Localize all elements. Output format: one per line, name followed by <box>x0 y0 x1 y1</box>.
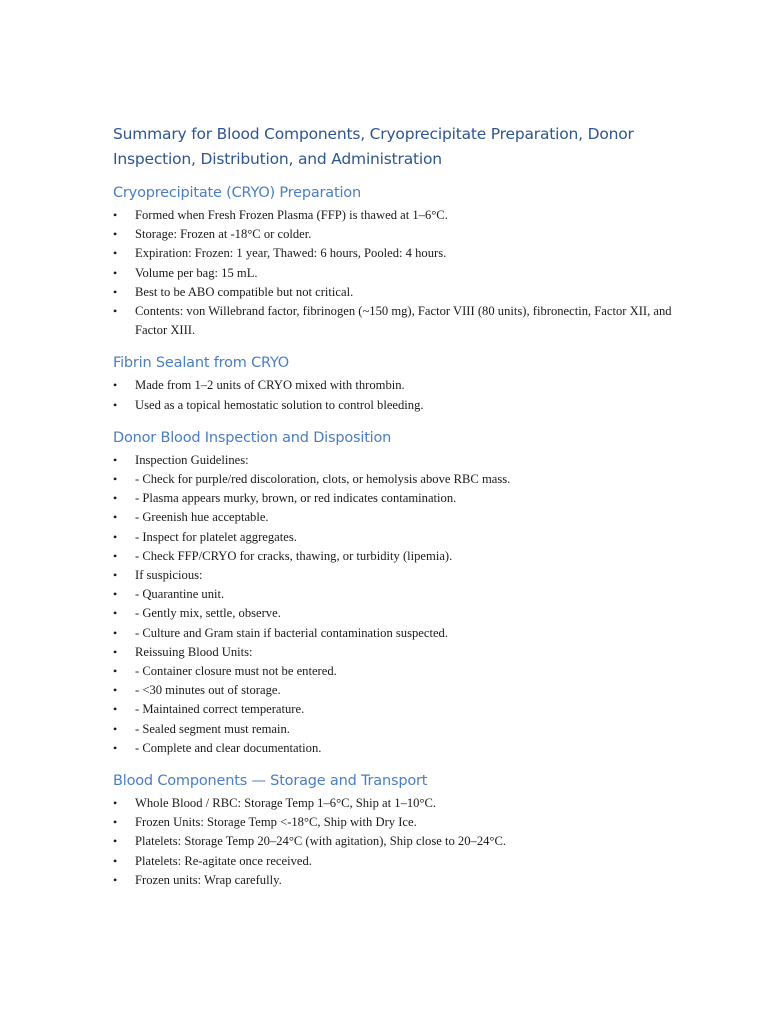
list-item-text: - Greenish hue acceptable. <box>135 510 269 525</box>
list-item <box>113 451 673 470</box>
bullet-icon: • <box>113 644 118 659</box>
section-heading: Donor Blood Inspection and Disposition <box>113 429 392 446</box>
list-item <box>113 264 673 283</box>
list-item-text: - Sealed segment must remain. <box>135 721 290 736</box>
section-heading: Cryoprecipitate (CRYO) Preparation <box>113 185 361 201</box>
list-item-text: - Check FFP/CRYO for cracks, thawing, or turbidity (lipemia). <box>135 548 453 563</box>
list-item <box>113 528 673 547</box>
list-item-text: - Plasma appears murky, brown, or red indicates contamination. <box>135 491 457 506</box>
list-item-text: Expiration: Frozen: 1 year, Thawed: 6 hours, Pooled: 4 hours. <box>135 246 447 261</box>
list-item-text: - <30 minutes out of storage. <box>135 683 281 698</box>
list-item <box>113 396 673 415</box>
section-cryo-preparation <box>113 182 673 340</box>
bullet-icon: • <box>113 246 118 261</box>
list-item <box>113 871 673 890</box>
list-item <box>113 720 673 739</box>
list-item <box>113 624 673 643</box>
list-item-text: - Culture and Gram stain if bacterial contamination suspected. <box>135 625 448 640</box>
list-item <box>113 244 673 263</box>
bullet-icon: • <box>113 625 118 640</box>
bullet-list <box>113 451 673 758</box>
list-item-text: - Container closure must not be entered. <box>135 664 337 679</box>
list-item-text: - Gently mix, settle, observe. <box>135 606 281 621</box>
section-heading: Fibrin Sealant from CRYO <box>113 355 290 372</box>
list-item-text: Platelets: Storage Temp 20–24°C (with agitation), Ship close to 20–24°C. <box>135 834 506 849</box>
list-item-text: - Check for purple/red discoloration, clots, or hemolysis above RBC mass. <box>135 472 511 487</box>
list-item-text: - Complete and clear documentation. <box>135 740 322 755</box>
list-item-text: - Inspect for platelet aggregates. <box>135 529 297 544</box>
bullet-icon: • <box>113 606 118 621</box>
bullet-icon: • <box>113 587 118 602</box>
bullet-icon: • <box>113 853 118 868</box>
bullet-list <box>113 206 673 340</box>
list-item-text: - Quarantine unit. <box>135 587 225 602</box>
list-item-text: Inspection Guidelines: <box>135 452 249 467</box>
list-item <box>113 700 673 719</box>
list-item-text: Used as a topical hemostatic solution to control bleeding. <box>135 397 424 412</box>
section-storage-transport <box>113 770 673 890</box>
list-item-text: Frozen units: Wrap carefully. <box>135 872 282 887</box>
list-item-text: Volume per bag: 15 mL. <box>135 265 258 280</box>
list-item <box>113 376 673 395</box>
bullet-icon: • <box>113 796 118 811</box>
bullet-icon: • <box>113 529 118 544</box>
bullet-icon: • <box>113 227 118 242</box>
list-item <box>113 643 673 662</box>
section-donor-inspection <box>113 427 673 758</box>
bullet-icon: • <box>113 472 118 487</box>
list-item <box>113 489 673 508</box>
list-item-text: Frozen Units: Storage Temp <-18°C, Ship with Dry Ice. <box>135 815 417 830</box>
list-item-text: If suspicious: <box>135 568 203 583</box>
bullet-icon: • <box>113 548 118 563</box>
list-item <box>113 813 673 832</box>
bullet-list <box>113 794 673 890</box>
list-item <box>113 604 673 623</box>
bullet-icon: • <box>113 265 118 280</box>
bullet-icon: • <box>113 568 118 583</box>
bullet-icon: • <box>113 304 118 319</box>
list-item-text: Whole Blood / RBC: Storage Temp 1–6°C, Ship at 1–10°C. <box>135 796 437 811</box>
list-item-text: Contents: von Willebrand factor, fibrinogen (~150 mg), Factor VIII (80 units), fibronectin, Factor XII, and Factor XIII. <box>135 304 672 338</box>
list-item <box>113 508 673 527</box>
document-title: Summary for Blood Components, Cryoprecipitate Preparation, Donor Inspection, Distribution, and Administration <box>113 125 634 168</box>
list-item-text: Best to be ABO compatible but not critical. <box>135 284 354 299</box>
bullet-icon: • <box>113 664 118 679</box>
bullet-icon: • <box>113 452 118 467</box>
bullet-icon: • <box>113 284 118 299</box>
list-item-text: - Maintained correct temperature. <box>135 702 305 717</box>
list-item-text: Reissuing Blood Units: <box>135 644 253 659</box>
list-item <box>113 662 673 681</box>
list-item <box>113 681 673 700</box>
list-item <box>113 585 673 604</box>
list-item <box>113 832 673 851</box>
section-fibrin-sealant <box>113 352 673 414</box>
bullet-icon: • <box>113 834 118 849</box>
list-item <box>113 302 673 340</box>
list-item-text: Platelets: Re-agitate once received. <box>135 853 312 868</box>
bullet-icon: • <box>113 208 118 222</box>
bullet-icon: • <box>113 702 118 717</box>
list-item-text: Formed when Fresh Frozen Plasma (FFP) is thawed at 1–6°C. <box>135 208 448 222</box>
list-item <box>113 283 673 302</box>
list-item <box>113 739 673 758</box>
section-heading: Blood Components — Storage and Transport <box>113 773 428 790</box>
list-item <box>113 225 673 244</box>
bullet-icon: • <box>113 397 118 412</box>
bullet-icon: • <box>113 721 118 736</box>
list-item <box>113 470 673 489</box>
bullet-icon: • <box>113 491 118 506</box>
list-item-text: Made from 1–2 units of CRYO mixed with thrombin. <box>135 378 405 393</box>
bullet-icon: • <box>113 872 118 887</box>
list-item <box>113 794 673 813</box>
bullet-icon: • <box>113 815 118 830</box>
list-item <box>113 206 673 225</box>
list-item <box>113 852 673 871</box>
bullet-list <box>113 376 673 414</box>
list-item-text: Storage: Frozen at -18°C or colder. <box>135 227 312 242</box>
bullet-icon: • <box>113 683 118 698</box>
document-page <box>113 122 673 890</box>
bullet-icon: • <box>113 378 118 393</box>
list-item <box>113 566 673 585</box>
list-item <box>113 547 673 566</box>
bullet-icon: • <box>113 740 118 755</box>
bullet-icon: • <box>113 510 118 525</box>
